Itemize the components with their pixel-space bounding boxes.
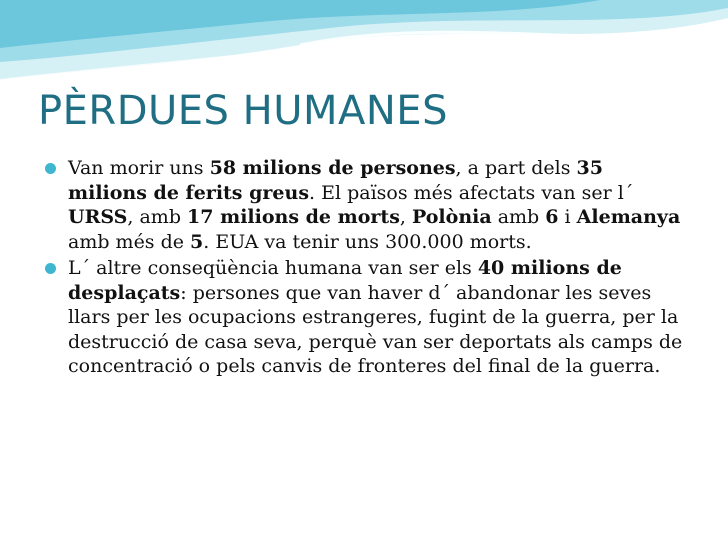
bold-text-run: 17 milions de morts <box>187 206 400 228</box>
bold-text-run: 5 <box>190 230 204 253</box>
text-run: Van morir uns <box>68 157 210 179</box>
bullet-list <box>44 156 684 381</box>
text-run: , amb <box>127 206 188 228</box>
slide-title: PÈRDUES HUMANES <box>38 88 448 134</box>
bullet-icon <box>45 263 56 274</box>
header-wave-decoration <box>0 0 728 95</box>
bold-text-run: Alemanya <box>576 206 681 228</box>
bullet-item-displaced <box>44 256 684 379</box>
bullet-item-casualties <box>44 156 684 254</box>
text-run: amb <box>491 206 546 228</box>
text-run: : persones que van haver d´ abandonar les seves llars per les ocupacions estrangeres, fugint de la guerra, per la destrucció de casa seva, perquè van ser deportats als camps de concentració o pels canvis de fronteres del final de la guerra. <box>68 281 683 377</box>
bold-text-run: URSS <box>68 206 128 228</box>
bullet-text-displaced <box>68 257 682 377</box>
bold-text-run: 40 milions de desplaçats <box>68 257 622 304</box>
bold-text-run: 6 <box>545 206 559 228</box>
text-run: . El països més afectats van ser l´ <box>309 181 634 204</box>
text-run: L´ altre conseqüència humana van ser els <box>68 257 478 279</box>
bold-text-run: Polònia <box>411 206 492 228</box>
text-run: , a part dels <box>455 157 577 179</box>
bold-text-run: 35 milions de ferits greus <box>68 157 603 204</box>
text-run: . EUA va tenir uns 300.000 morts. <box>203 230 532 253</box>
text-run: , <box>399 206 412 228</box>
bullet-text-casualties <box>68 157 680 253</box>
bold-text-run: 58 milions de persones <box>209 157 456 179</box>
bullet-icon <box>45 163 56 174</box>
text-run: amb més de <box>68 230 191 253</box>
text-run: i <box>558 206 577 228</box>
